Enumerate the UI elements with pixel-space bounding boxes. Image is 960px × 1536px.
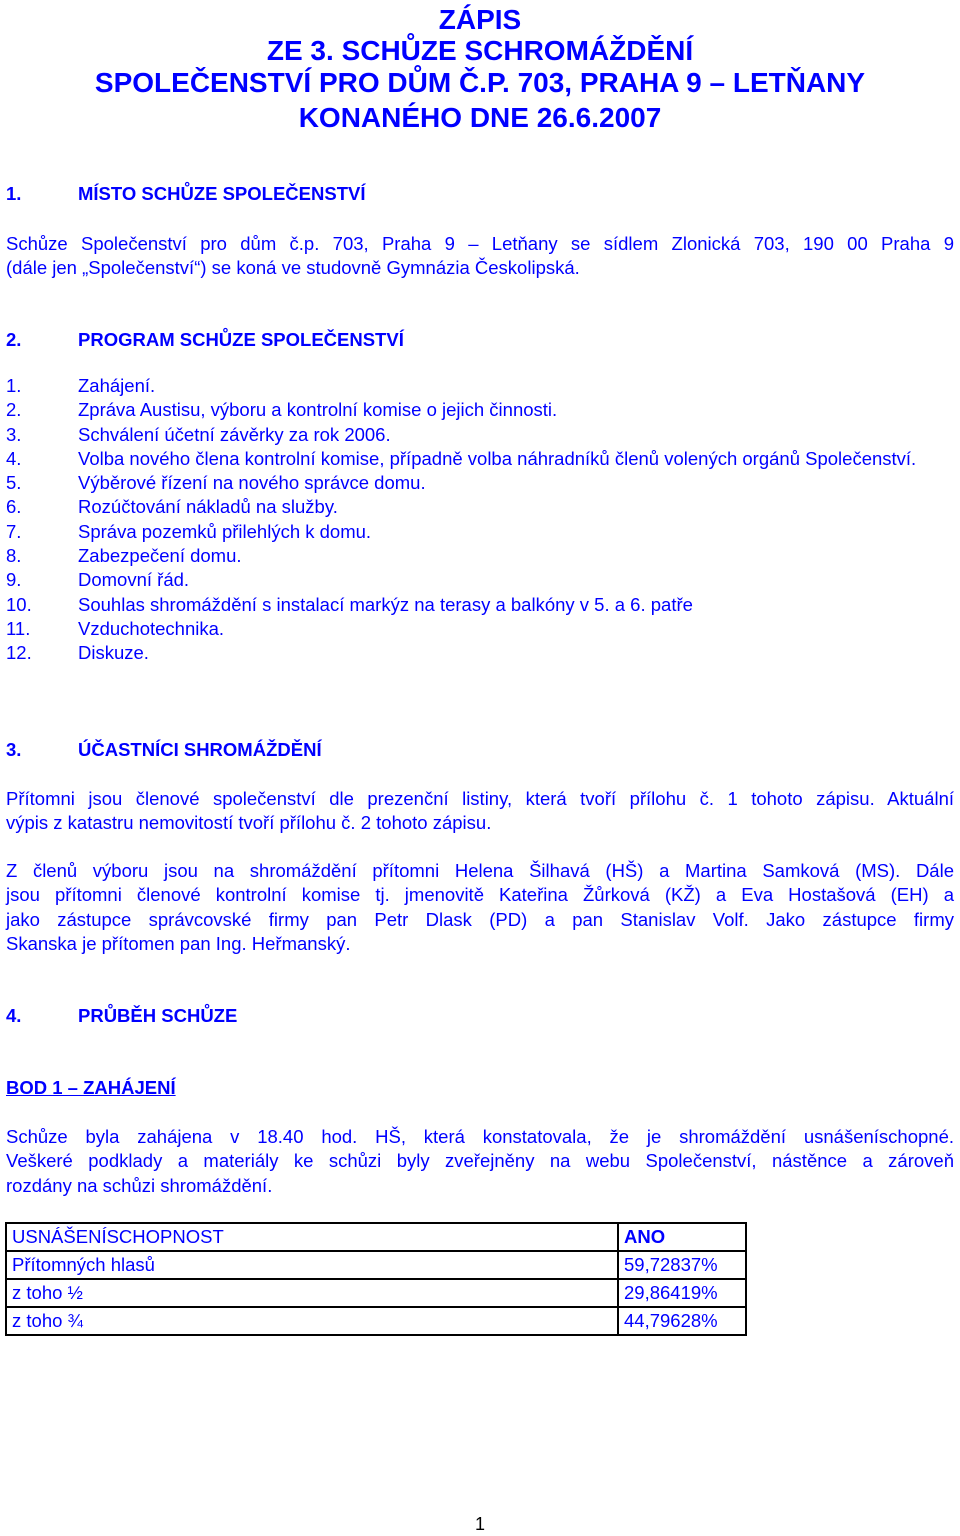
program-item-number: 8. xyxy=(6,545,22,567)
table-cell-label: Přítomných hlasů xyxy=(6,1251,618,1279)
table-cell-label: z toho ½ xyxy=(6,1279,618,1307)
program-item xyxy=(6,374,946,398)
section-2-title: PROGRAM SCHŮZE SPOLEČENSTVÍ xyxy=(78,329,404,350)
program-item xyxy=(6,471,946,495)
program-item xyxy=(6,641,946,665)
table-cell-value: ANO xyxy=(618,1223,746,1251)
program-item xyxy=(6,447,946,471)
section-3-p2-line-4: Skanska je přítomen pan Ing. Heřmanský. xyxy=(6,933,351,955)
program-item-text: Domovní řád. xyxy=(78,569,190,591)
program-item-number: 5. xyxy=(6,472,22,494)
section-4-heading xyxy=(6,1005,237,1027)
section-3-heading xyxy=(6,739,322,761)
program-item xyxy=(6,520,946,544)
program-item-text: Zabezpečení domu. xyxy=(78,545,242,567)
bod-1-text-line-1: Schůze byla zahájena v 18.40 hod. HŠ, která konstatovala, že je shromáždění usnášeníschopné. xyxy=(6,1126,954,1147)
bod-1-text xyxy=(6,1125,954,1198)
program-item xyxy=(6,617,946,641)
table-row xyxy=(6,1223,746,1251)
section-3-p1-line-2: výpis z katastru nemovitostí tvoří přílohu č. 2 tohoto zápisu. xyxy=(6,812,492,834)
section-1-text-line-2: (dále jen „Společenství“) se koná ve studovně Gymnázia Českolipská. xyxy=(6,257,580,279)
section-3-paragraph-2 xyxy=(6,859,954,957)
program-item xyxy=(6,568,946,592)
program-list xyxy=(6,374,946,666)
section-3-p1-line-1: Přítomni jsou členové společenství dle prezenční listiny, která tvoří přílohu č. 1 tohoto zápisu. Aktuální xyxy=(6,788,954,809)
program-item-number: 4. xyxy=(6,447,22,469)
section-4-title: PRŮBĚH SCHŮZE xyxy=(78,1005,238,1026)
section-1-title: MÍSTO SCHŮZE SPOLEČENSTVÍ xyxy=(78,183,366,204)
table-cell-value: 44,79628% xyxy=(618,1307,746,1335)
section-3-p2-line-2: jsou přítomni členové kontrolní komise tj. jmenovitě Kateřina Žůrková (KŽ) a Eva Hostašová (EH) a xyxy=(6,884,954,906)
section-1-text xyxy=(6,232,954,281)
section-2-number: 2. xyxy=(6,329,22,350)
section-3-p2-line-3: jako zástupce správcovské firmy pan Petr Dlask (PD) a pan Stanislav Volf. Jako zástupce firmy xyxy=(6,908,954,930)
title-line-1: ZÁPIS xyxy=(438,4,522,35)
program-item-text: Volba nového člena kontrolní komise, případně volba náhradníků členů volených orgánů Společenství. xyxy=(78,447,917,469)
program-item-text: Souhlas shromáždění s instalací markýz na terasy a balkóny v 5. a 6. patře xyxy=(78,593,693,615)
program-item xyxy=(6,593,946,617)
table-cell-label: USNÁŠENÍSCHOPNOST xyxy=(6,1223,618,1251)
program-item-number: 9. xyxy=(6,569,22,591)
section-2-heading xyxy=(6,329,404,351)
program-item-text: Rozúčtování nákladů na služby. xyxy=(78,496,338,518)
program-item xyxy=(6,423,946,447)
program-item-text: Výběrové řízení na nového správce domu. xyxy=(78,472,426,494)
program-item-number: 11. xyxy=(6,617,31,639)
bod-1-heading: BOD 1 – ZAHÁJENÍ xyxy=(6,1077,176,1098)
section-1-heading xyxy=(6,183,365,205)
title-line-3: SPOLEČENSTVÍ PRO DŮM Č.P. 703, PRAHA 9 – LETŇANY xyxy=(94,67,866,98)
section-1-text-line-1: Schůze Společenství pro dům č.p. 703, Praha 9 – Letňany se sídlem Zlonická 703, 190 00 Praha 9 xyxy=(6,233,954,254)
program-item-number: 12. xyxy=(6,642,32,664)
table-cell-value: 59,72837% xyxy=(618,1251,746,1279)
table-row xyxy=(6,1307,746,1335)
program-item-text: Zpráva Austisu, výboru a kontrolní komise o jejich činnosti. xyxy=(78,399,558,421)
program-item-number: 2. xyxy=(6,399,22,421)
program-item-text: Vzduchotechnika. xyxy=(78,617,225,639)
title-line-4: KONANÉHO DNE 26.6.2007 xyxy=(298,102,662,133)
program-item-number: 1. xyxy=(6,375,22,396)
table-cell-value: 29,86419% xyxy=(618,1279,746,1307)
page-number: 1 xyxy=(474,1514,485,1534)
section-3-number: 3. xyxy=(6,739,22,760)
section-3-paragraph-1 xyxy=(6,787,954,836)
quorum-table xyxy=(5,1222,747,1336)
program-item-text: Správa pozemků přilehlých k domu. xyxy=(78,520,372,542)
section-4-number: 4. xyxy=(6,1005,22,1026)
program-item-text: Zahájení. xyxy=(78,375,156,396)
program-item-number: 3. xyxy=(6,423,22,445)
bod-1-text-line-2: Veškeré podklady a materiály ke schůzi byly zveřejněny na webu Společenství, nástěnce a zároveň xyxy=(6,1150,954,1172)
program-item-number: 7. xyxy=(6,520,22,542)
table-row xyxy=(6,1251,746,1279)
program-item-text: Schválení účetní závěrky za rok 2006. xyxy=(78,423,391,445)
section-3-p2-line-1: Z členů výboru jsou na shromáždění přítomni Helena Šilhavá (HŠ) a Martina Samková (MS). Dále xyxy=(6,860,954,881)
program-item-text: Diskuze. xyxy=(78,642,149,664)
program-item xyxy=(6,398,946,422)
title-line-2: ZE 3. SCHŮZE SCHROMÁŽDĚNÍ xyxy=(266,35,694,66)
bod-1-text-line-3: rozdány na schůzi shromáždění. xyxy=(6,1174,273,1196)
section-3-title: ÚČASTNÍCI SHROMÁŽDĚNÍ xyxy=(78,739,322,760)
program-item xyxy=(6,544,946,568)
program-item xyxy=(6,495,946,519)
program-item-number: 10. xyxy=(6,593,32,615)
table-cell-label: z toho ¾ xyxy=(6,1307,618,1335)
table-row xyxy=(6,1279,746,1307)
section-1-number: 1. xyxy=(6,183,22,204)
program-item-number: 6. xyxy=(6,496,22,518)
